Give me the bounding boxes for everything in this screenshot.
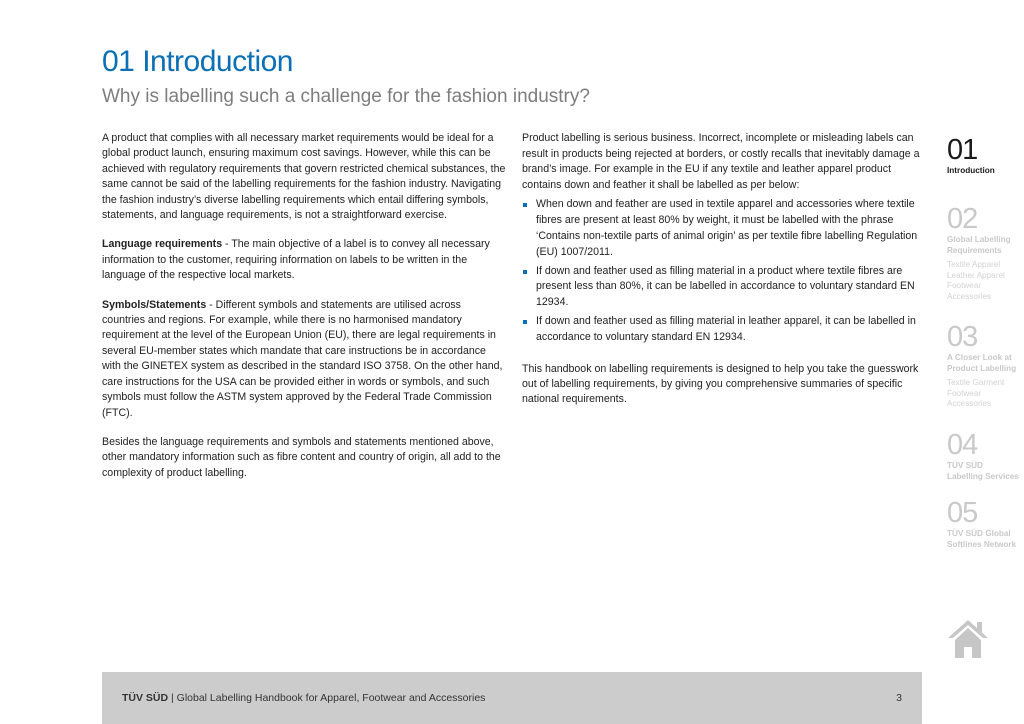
language-paragraph	[102, 237, 506, 283]
nav-item-closer-look[interactable]	[947, 322, 1019, 410]
intro-paragraph: A product that complies with all necessary market requirements would be ideal for a global product launch, ensuring maximum cost savings. However, while this can be achieved with regulatory requirements that govern restricted chemical substances, the same cannot be said of the labelling requirements for the fashion industry. Navigating the fashion industry’s diverse labelling requirements which entail differing symbols, statements, and language requirements, is not a straightforward exercise.	[102, 132, 506, 222]
home-icon	[947, 617, 989, 659]
symbols-paragraph	[102, 298, 506, 421]
chapter-nav	[947, 135, 1019, 550]
footer-brand: TÜV SÜD	[122, 692, 169, 704]
bullet-list	[522, 197, 922, 345]
nav-title: Introduction	[947, 166, 995, 175]
nav-subitems: Textile Apparel Leather Apparel Footwear Accessories	[947, 260, 1005, 301]
closing-paragraph: Besides the language requirements and symbols and statements mentioned above, other mandatory information such as fibre content and country of origin, all add to the complexity of product labelling.	[102, 435, 501, 479]
right-intro-paragraph: Product labelling is serious business. Incorrect, incomplete or misleading labels can result in products being rejected at borders, or costly recalls that inevitably damage a brand’s image. For example in the EU if any textile and leather apparel product contains down and feather it shall be labelled as per below:	[522, 132, 920, 191]
bullet-icon	[523, 203, 527, 207]
nav-number: 04	[947, 428, 978, 461]
nav-subitems: Textile Garment Footwear Accessories	[947, 378, 1005, 408]
bullet-text: If down and feather used as filling material in a product where textile fibres are present less than 80%, it can be labelled in accordance to voluntary standard EN 12934.	[536, 264, 915, 309]
list-item	[522, 314, 922, 346]
nav-item-labelling-services[interactable]	[947, 430, 1019, 482]
right-column	[522, 131, 922, 422]
language-label: Language requirements	[102, 238, 223, 251]
nav-title: TÜV SÜD Global Softlines Network	[947, 528, 1017, 549]
home-button[interactable]	[947, 617, 989, 659]
list-item	[522, 197, 922, 260]
nav-item-softlines-network[interactable]	[947, 498, 1019, 550]
bullet-icon	[523, 320, 527, 324]
nav-title: Global Labelling Requirements	[947, 235, 1011, 255]
nav-title: TÜV SÜD Labelling Services	[947, 460, 1019, 481]
page-subtitle: Why is labelling such a challenge for the fashion industry?	[102, 86, 590, 107]
right-closing-paragraph: This handbook on labelling requirements is designed to help you take the guesswork out of labelling requirements, by giving you comprehensive summaries of specific national requirements.	[522, 362, 919, 406]
nav-number: 02	[947, 203, 978, 235]
footer-title: Global Labelling Handbook for Apparel, Footwear and Accessories	[176, 692, 486, 704]
page-number: 3	[896, 692, 902, 704]
left-column	[102, 131, 506, 495]
nav-number: 01	[947, 134, 978, 166]
page-title: 01 Introduction	[102, 45, 293, 78]
nav-number: 05	[947, 496, 978, 529]
footer-separator: |	[168, 692, 177, 704]
bullet-text: If down and feather used as filling material in leather apparel, it can be labelled in accordance to voluntary standard EN 12934.	[536, 314, 916, 343]
bullet-icon	[523, 270, 527, 274]
symbols-label: Symbols/Statements	[102, 298, 207, 311]
nav-item-introduction[interactable]	[947, 135, 1019, 176]
nav-title: A Closer Look at Product Labelling	[947, 353, 1017, 373]
list-item	[522, 264, 922, 311]
footer-text	[122, 692, 485, 704]
nav-item-global-labelling-requirements[interactable]	[947, 204, 1019, 302]
footer-bar	[102, 672, 922, 724]
language-text: - The main objective of a label is to convey all necessary information to the customer, requiring information on labels to be written in the language of the respective local markets.	[102, 238, 490, 282]
nav-number: 03	[947, 321, 978, 353]
symbols-text: - Different symbols and statements are utilised across countries and regions. For example, while there is no harmonised mandatory requirement at the level of the European Union (EU), there are legal requirements in several EU-member states which mandate that care instructions be in accordance with the GINETEX system as described in the standard ISO 3758. On the other hand, care instructions for the USA can be provided either in words or symbols, and such symbols must follow the ASTM system approved by the Federal Trade Commission (FTC).	[102, 298, 503, 419]
bullet-text: When down and feather are used in textile apparel and accessories where textile fibres are present at least 80% by weight, it must be labelled with the phrase ‘Contains non-textile parts of animal origin’ as per textile fibre labelling Regulation (EU) 1007/2011.	[536, 198, 918, 258]
